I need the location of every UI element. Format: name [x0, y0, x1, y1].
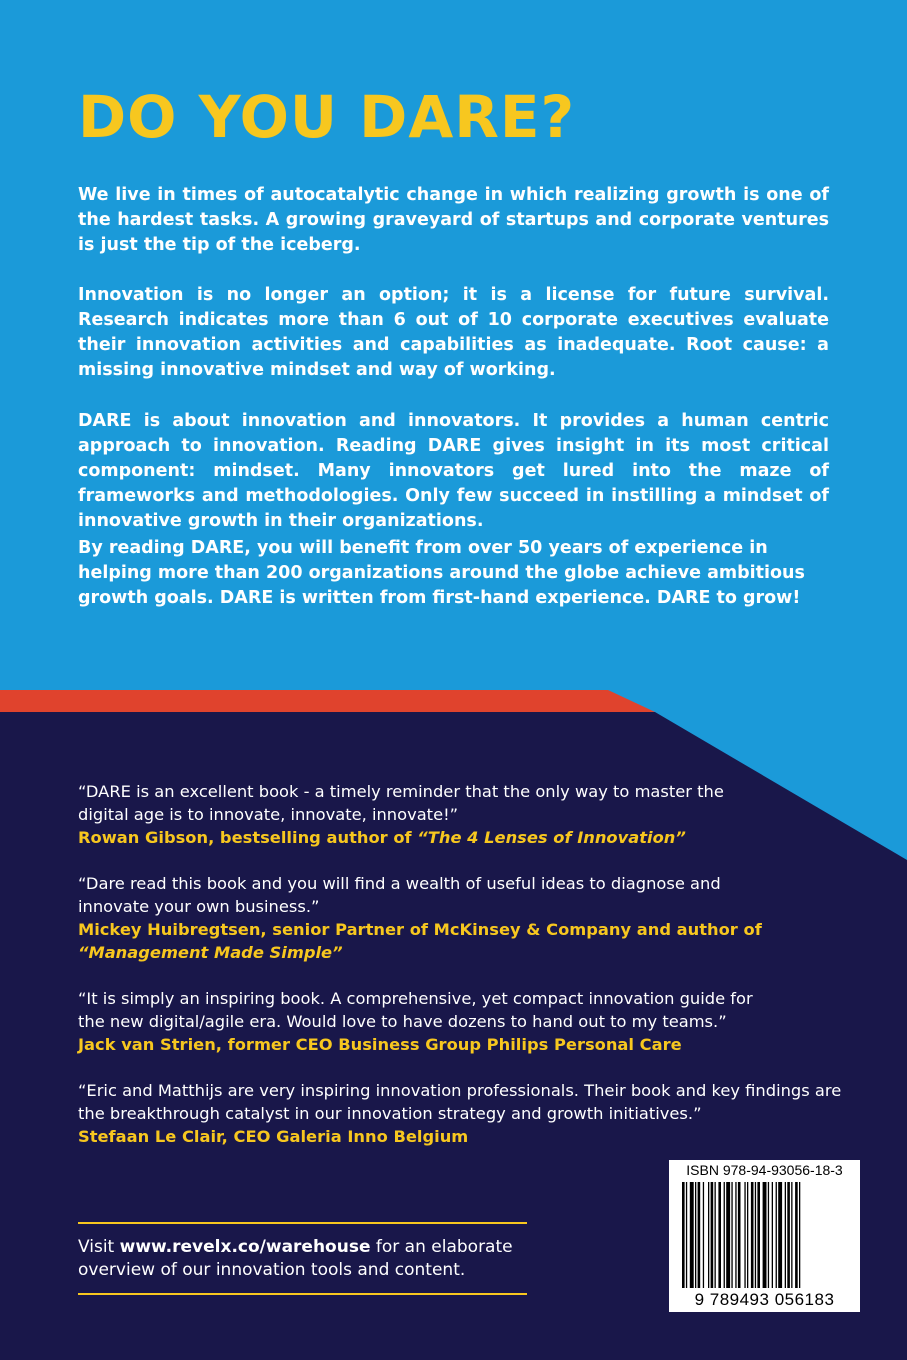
barcode-bar: [791, 1182, 792, 1288]
barcode-bar: [763, 1182, 767, 1288]
divider-line: [78, 1293, 527, 1295]
quote-author: Mickey Huibregtsen, senior Partner of McKinsey & Company and author of: [78, 920, 762, 939]
isbn-label: ISBN 978-94-93056-18-3: [686, 1162, 843, 1178]
quote-text: “Dare read this book and you will find a wealth of useful ideas to diagnose and innovate your own business.”: [78, 874, 721, 916]
barcode-bar: [711, 1182, 714, 1288]
barcode-bar: [799, 1182, 800, 1288]
barcode-bar: [785, 1182, 786, 1288]
barcode-bar: [731, 1182, 732, 1288]
barcode-bar: [738, 1182, 741, 1288]
quote-book-title: “The 4 Lenses of Innovation”: [417, 828, 686, 847]
endorsement-quote: [78, 872, 768, 964]
barcode-bar: [735, 1182, 736, 1288]
barcode-bar: [686, 1182, 687, 1288]
barcode-bar: [703, 1182, 704, 1288]
quote-attribution: [78, 918, 768, 964]
blurb-paragraph: We live in times of autocatalytic change in which realizing growth is one of the hardest tasks. A growing graveyard of startups and corporate ventures is just the tip of the iceberg.: [78, 185, 829, 255]
isbn-digits: 9 789493 056183: [694, 1290, 835, 1309]
website-link[interactable]: www.revelx.co/warehouse: [119, 1237, 371, 1257]
blurb-paragraph: DARE is about innovation and innovators. It provides a human centric approach to innovation. Reading DARE gives insight in its most critical component: mindset. Many innovators get lured into the maze of frameworks and methodologies. Only few succeed in instilling a mindset of innovative growth in their organizations.: [78, 411, 829, 531]
endorsement-quote: [78, 780, 768, 849]
barcode-bar: [757, 1182, 760, 1288]
quote-text: “It is simply an inspiring book. A comprehensive, yet compact innovation guide for the new digital/agile era. Would love to have dozens to hand out to my teams.”: [78, 989, 753, 1031]
red-accent-stripe: [0, 690, 655, 712]
quote-author: Jack van Strien, former CEO Business Group Philips Personal Care: [78, 1035, 682, 1054]
barcode-bar: [708, 1182, 709, 1288]
blurb-paragraph: By reading DARE, you will benefit from over 50 years of experience in helping more than 200 organizations around the globe achieve ambitious growth goals. DARE is written from first-hand experience. DARE to grow!: [78, 538, 805, 608]
quote-attribution: [78, 1125, 858, 1148]
divider-line: [78, 1222, 527, 1224]
quote-attribution: [78, 1033, 768, 1056]
visit-prefix: Visit: [78, 1237, 120, 1257]
barcode-bar: [695, 1182, 696, 1288]
barcode-bar: [787, 1182, 790, 1288]
quote-author: Rowan Gibson, bestselling author of: [78, 828, 418, 847]
headline: DO YOU DARE?: [78, 83, 576, 151]
quote-author: Stefaan Le Clair, CEO Galeria Inno Belgium: [78, 1127, 469, 1146]
barcode-bars: [682, 1182, 847, 1288]
barcode-bar: [724, 1182, 725, 1288]
visit-suffix: for an elaborate overview of our innovation tools and content.: [78, 1237, 513, 1280]
barcode-bar: [795, 1182, 798, 1288]
barcode-bar: [726, 1182, 730, 1288]
barcode-bar: [776, 1182, 777, 1288]
quote-text: “Eric and Matthijs are very inspiring innovation professionals. Their book and key findings are the breakthrough catalyst in our innovation strategy and growth initiatives.”: [78, 1081, 842, 1123]
barcode-bar: [698, 1182, 701, 1288]
barcode-bar: [682, 1182, 685, 1288]
quote-text: “DARE is an excellent book - a timely reminder that the only way to master the digital age is to innovate, innovate, innovate!”: [78, 782, 724, 824]
endorsement-quote: [78, 987, 768, 1056]
quote-attribution: [78, 826, 768, 849]
barcode-bar: [744, 1182, 745, 1288]
quote-book-title: “Management Made Simple”: [78, 943, 343, 962]
barcode-bar: [747, 1182, 748, 1288]
barcode-bar: [772, 1182, 773, 1288]
barcode-bar: [751, 1182, 754, 1288]
isbn-barcode: [669, 1160, 860, 1312]
blurb-paragraph: Innovation is no longer an option; it is a license for future survival. Research indicates more than 6 out of 10 corporate executives evaluate their innovation activities and capabilities as inadequate. Root cause: a missing innovative mindset and way of working.: [78, 285, 829, 380]
barcode-bar: [718, 1182, 721, 1288]
visit-note: [78, 1236, 527, 1282]
barcode-bar: [690, 1182, 694, 1288]
barcode-bar: [715, 1182, 716, 1288]
barcode-bar: [768, 1182, 769, 1288]
barcode-bar: [778, 1182, 782, 1288]
endorsement-quote: [78, 1079, 858, 1148]
barcode-bar: [755, 1182, 756, 1288]
